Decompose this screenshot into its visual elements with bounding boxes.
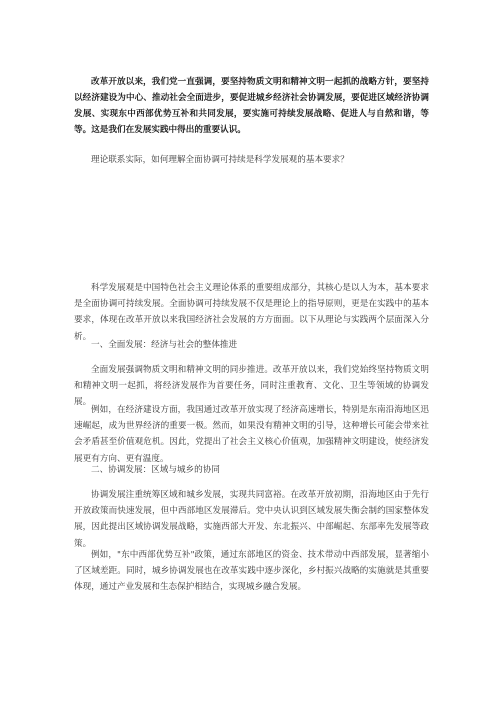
- section-heading-comprehensive: 一、全面发展：经济与社会的整体推进: [91, 340, 238, 350]
- overview-paragraph: 科学发展观是中国特色社会主义理论体系的重要组成部分，其核心是以人为本，基本要求是全面协调可持续发展。全面协调可持续发展不仅是理论上的指导原则，更是在实践中的基本要求，体现在改革开放以来我国经济社会发展的方方面面。以下从理论与实践两个层面深入分析。: [74, 283, 429, 342]
- section1-paragraph-1: 全面发展强调物质文明和精神文明的同步推进。改革开放以来，我们党始终坚持物质文明和精神文明一起抓，将经济发展作为首要任务，同时注重教育、文化、卫生等领域的协调发展。: [74, 365, 429, 408]
- section2-paragraph-2: 例如，"东中西部优势互补"政策，通过东部地区的资金、技术带动中西部发展，显著缩小了区域差距。同时，城乡协调发展也在改革实践中逐步深化，乡村振兴战略的实施就是其重要体现，通过产业发展和生态保护相结合，实现城乡融合发展。: [74, 550, 429, 593]
- section-heading-coordinated: 二、协调发展：区域与城乡的协同: [91, 465, 220, 475]
- question-line: 理论联系实际，如何理解全面协调可持续是科学发展观的基本要求？: [91, 155, 349, 165]
- intro-paragraph: 改革开放以来，我们党一直强调，要坚持物质文明和精神文明一起抓的战略方针，要坚持以经济建设为中心、推动社会全面进步，要促进城乡经济社会协调发展，要促进区域经济协调发展、实现东中西部优势互补和共同发展，要实施可持续发展战略、促进人与自然和谐，等等。这是我们在发展实践中得出的重要认识。: [74, 77, 429, 135]
- answer-blank-space: [74, 172, 429, 272]
- section1-paragraph-2: 例如，在经济建设方面，我国通过改革开放实现了经济高速增长，特别是东南沿海地区迅速崛起，成为世界经济的重要一极。然而，如果没有精神文明的引导，这种增长可能会带来社会矛盾甚至价值观危机。因此，党提出了社会主义核心价值观，加强精神文明建设，使经济发展更有方向、更有温度。: [74, 405, 429, 464]
- section2-paragraph-1: 协调发展注重统筹区域和城乡发展，实现共同富裕。在改革开放初期，沿海地区由于先行开放政策而快速发展，但中西部地区发展滞后。党中央认识到区域发展失衡会制约国家整体发展，因此提出区域协调发展战略，实施西部大开发、东北振兴、中部崛起、东部率先发展等政策。: [74, 490, 429, 549]
